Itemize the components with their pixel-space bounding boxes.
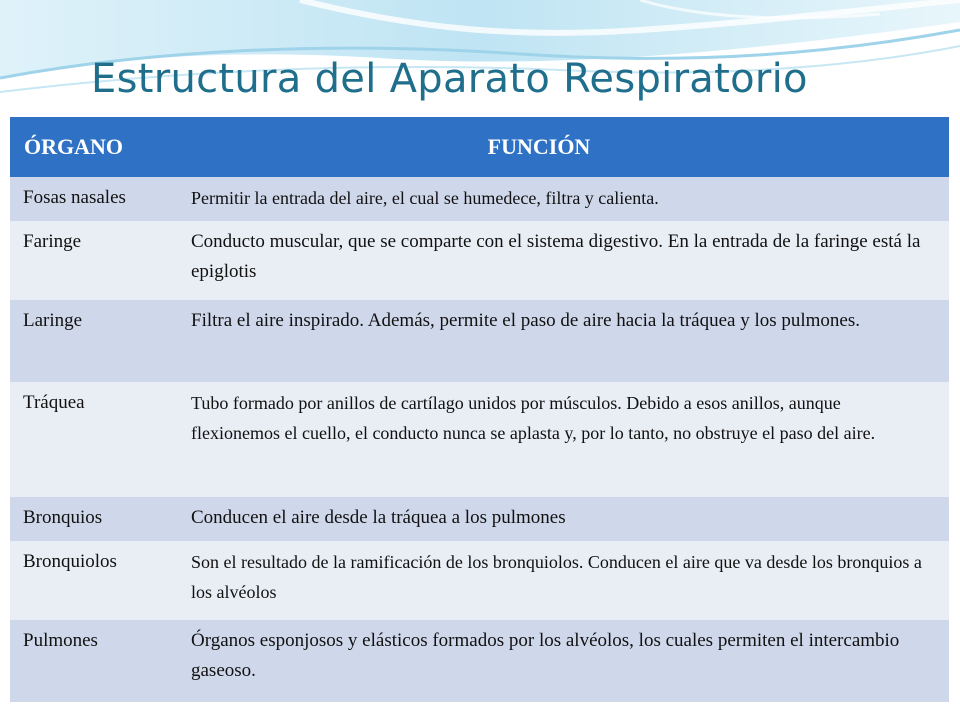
organ-cell: Tráquea — [10, 382, 189, 497]
header-function: FUNCIÓN — [189, 117, 949, 177]
function-cell: Son el resultado de la ramificación de los bronquiolos. Conducen el aire que va desde los bronquios a los alvéolos — [189, 541, 949, 620]
page-title: Estructura del Aparato Respiratorio — [91, 56, 808, 102]
table-row — [10, 620, 949, 702]
function-cell: Tubo formado por anillos de cartílago unidos por músculos. Debido a esos anillos, aunque flexionemos el cuello, el conducto nunca se aplasta y, por lo tanto, no obstruye el paso del aire. — [189, 382, 949, 497]
organ-cell: Pulmones — [10, 620, 189, 702]
function-cell: Órganos esponjosos y elásticos formados por los alvéolos, los cuales permiten el intercambio gaseoso. — [189, 620, 949, 702]
table-row — [10, 497, 949, 541]
table-row — [10, 177, 949, 221]
function-cell: Conducto muscular, que se comparte con el sistema digestivo. En la entrada de la faringe está la epiglotis — [189, 221, 949, 300]
table-row — [10, 541, 949, 620]
organ-cell: Faringe — [10, 221, 189, 300]
table-header-row — [10, 117, 949, 177]
function-cell: Permitir la entrada del aire, el cual se humedece, filtra y calienta. — [189, 177, 949, 221]
table-row — [10, 300, 949, 382]
organ-cell: Fosas nasales — [10, 177, 189, 221]
respiratory-table — [10, 117, 949, 702]
function-cell: Conducen el aire desde la tráquea a los pulmones — [189, 497, 949, 541]
organ-cell: Bronquios — [10, 497, 189, 541]
organ-cell: Laringe — [10, 300, 189, 382]
organ-cell: Bronquiolos — [10, 541, 189, 620]
header-organ: ÓRGANO — [10, 117, 189, 177]
table-row — [10, 382, 949, 497]
function-cell: Filtra el aire inspirado. Además, permite el paso de aire hacia la tráquea y los pulmones. — [189, 300, 949, 382]
table-row — [10, 221, 949, 300]
